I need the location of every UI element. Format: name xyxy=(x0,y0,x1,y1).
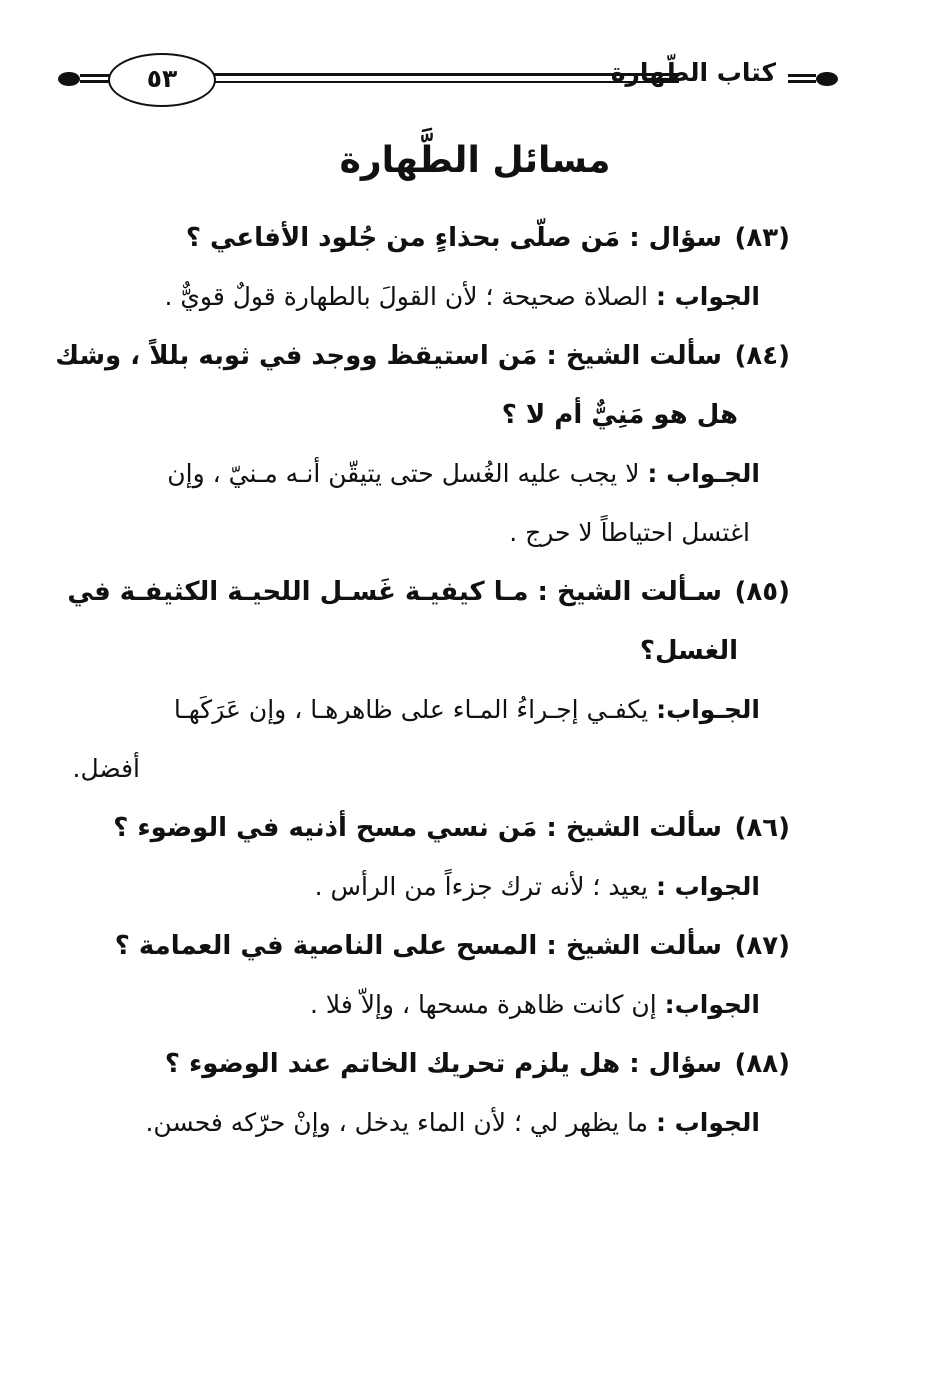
question-number: (٨٣) xyxy=(734,223,790,253)
question-text: سألت الشيخ : مَن استيقظ ووجد في ثوبه بللاً ، وشك xyxy=(55,341,722,371)
header-rule xyxy=(80,80,110,83)
answer-label: الجواب : xyxy=(655,872,760,901)
answer-text: إن كانت ظاهرة مسحها ، وإلاّ فلا . xyxy=(310,990,657,1019)
question-text: سألت الشيخ : المسح على الناصية في العمامة ؟ xyxy=(114,931,722,961)
section-title: مسائل الطَّهارة xyxy=(339,140,611,181)
answer-line xyxy=(164,277,760,317)
answer-text: لا يجب عليه الغُسل حتى يتيقّن أنـه مـنيّ ، وإن xyxy=(167,459,640,488)
answer-text-continued: اغتسل احتياطاً لا حرج . xyxy=(509,518,750,547)
answer-line xyxy=(315,867,760,907)
question-text-continued: الغسل؟ xyxy=(639,636,738,666)
book-title: كتاب الطّهارة xyxy=(610,58,776,87)
answer-label: الجـواب: xyxy=(656,695,760,724)
question-text: سـألت الشيخ : مـا كيفيـة غَسـل اللحيـة الكثيفـة في xyxy=(67,577,722,607)
answer-line xyxy=(310,985,760,1025)
answer-label: الجواب: xyxy=(664,990,760,1019)
answer-label: الجواب : xyxy=(655,1108,760,1137)
question-number: (٨٦) xyxy=(734,813,790,843)
answer-text: يكفـي إجـراءُ المـاء على ظاهرهـا ، وإن عَرَكَهـا xyxy=(173,695,649,724)
answer-line xyxy=(145,1103,760,1143)
question-number: (٨٨) xyxy=(734,1049,790,1079)
answer-label: الجـواب : xyxy=(647,459,760,488)
header-rule xyxy=(213,73,679,76)
running-header xyxy=(58,50,838,110)
header-rule xyxy=(788,74,816,77)
answer-text-continued: أفضل. xyxy=(72,754,140,783)
header-ornament-right xyxy=(816,72,838,86)
header-rule xyxy=(788,80,816,83)
answer-label: الجواب : xyxy=(655,282,760,311)
question-number: (٨٧) xyxy=(734,931,790,961)
question-number: (٨٥) xyxy=(734,577,790,607)
answer-text: يعيد ؛ لأنه ترك جزءاً من الرأس . xyxy=(314,872,648,901)
header-rule xyxy=(213,81,679,83)
question-text: سؤال : مَن صلّى بحذاءٍ من جُلود الأفاعي ؟ xyxy=(185,223,722,253)
page-number-oval xyxy=(108,53,216,107)
answer-line xyxy=(174,690,760,730)
header-ornament-left xyxy=(58,72,80,86)
question-number: (٨٤) xyxy=(734,341,790,371)
question-text: سألت الشيخ : مَن نسي مسح أذنيه في الوضوء ؟ xyxy=(113,813,722,843)
question-text-continued: هل هو مَنِيٌّ أم لا ؟ xyxy=(501,400,738,430)
answer-text: الصلاة صحيحة ؛ لأن القولَ بالطهارة قولٌ قويٌّ . xyxy=(164,282,648,311)
answer-line xyxy=(167,454,760,494)
page-number: ٥٣ xyxy=(146,64,178,93)
header-rule xyxy=(80,74,110,77)
answer-text: ما يظهر لي ؛ لأن الماء يدخل ، وإنْ حرّكه فحسن. xyxy=(145,1108,648,1137)
question-text: سؤال : هل يلزم تحريك الخاتم عند الوضوء ؟ xyxy=(164,1049,722,1079)
